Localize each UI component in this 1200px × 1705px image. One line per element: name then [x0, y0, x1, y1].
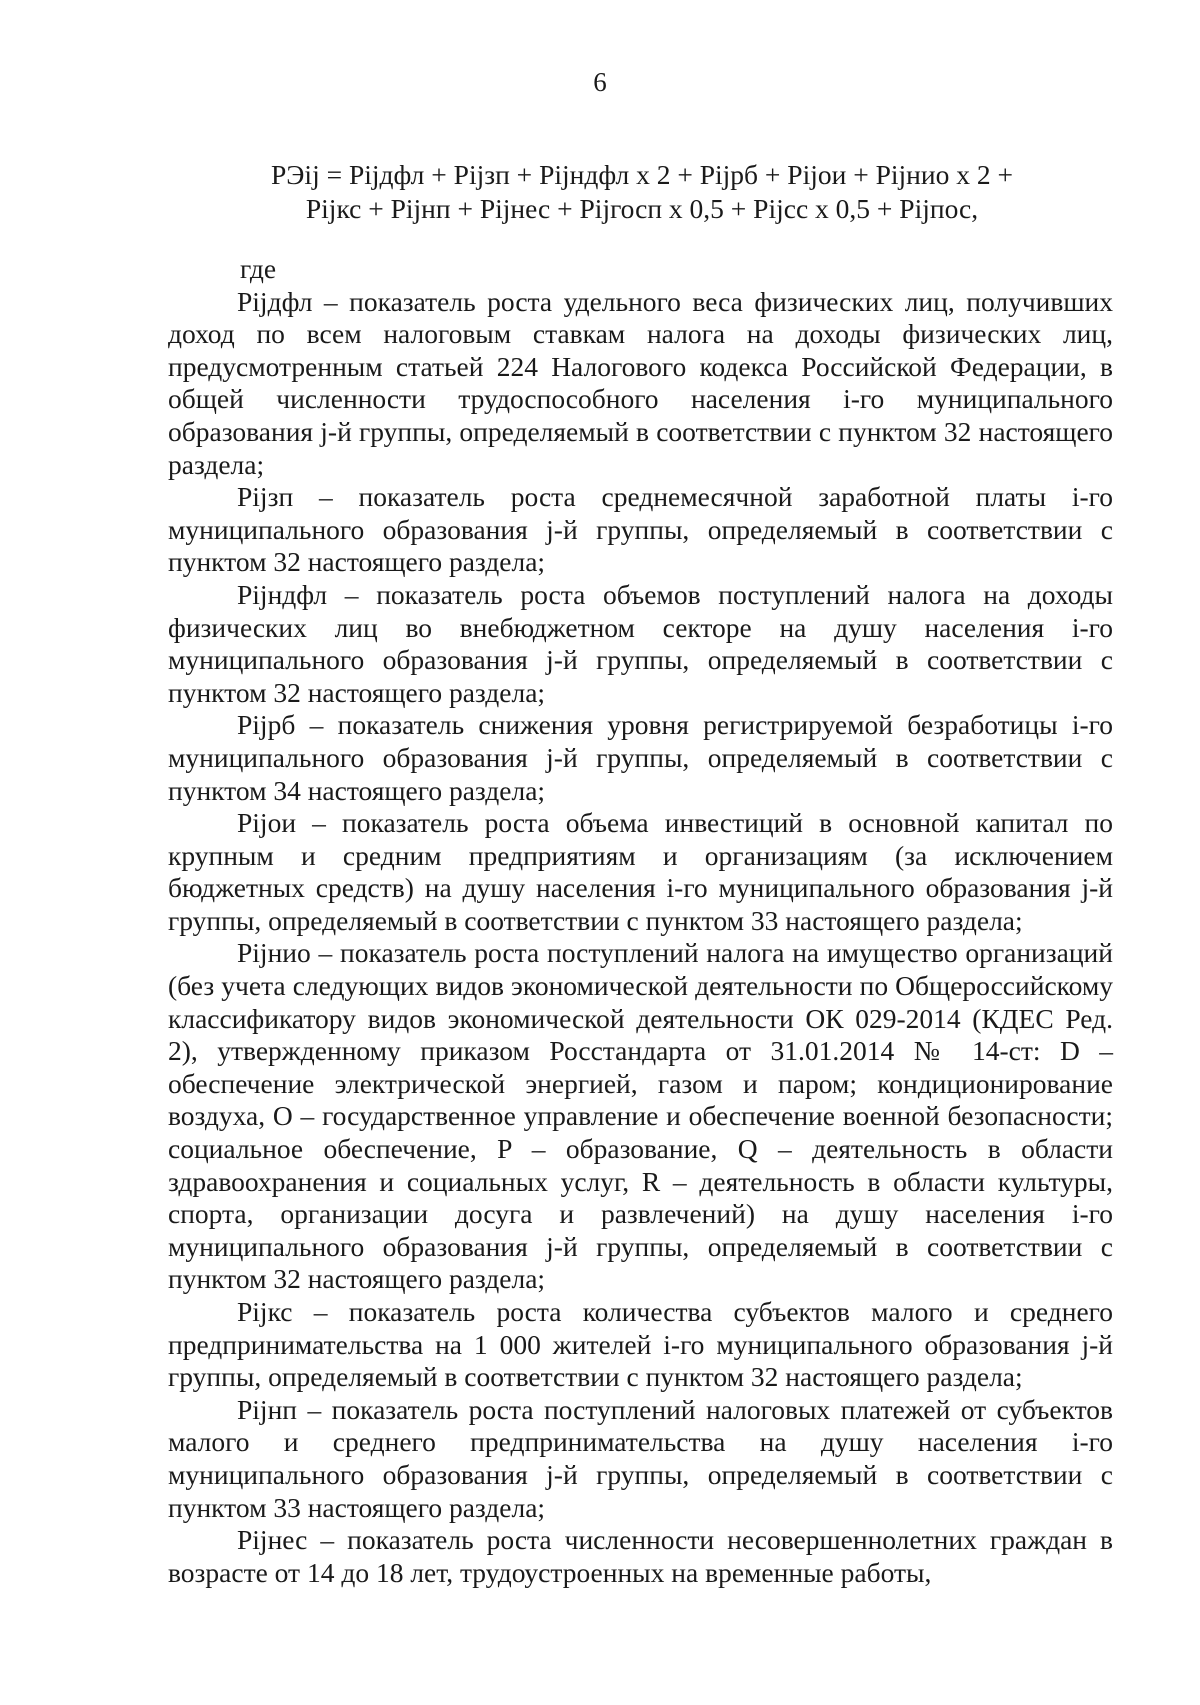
page-number: 6 — [593, 67, 607, 97]
definition-pijoi: Рijои – показатель роста объема инвестиций в основной капитал по крупным и средним предприятиям и организациям (за исключением бюджетных средств) на душу населения i-го муниципального образования j-й группы, определяемый в соответствии с пунктом 33 настоящего раздела; — [168, 807, 1113, 936]
definition-pijndfl: Рijндфл – показатель роста объемов поступлений налога на доходы физических лиц во внебюджетном секторе на душу населения i-го муниципального образования j-й группы, определяемый в соответствии с пунктом 32 настоящего раздела; — [168, 578, 1113, 708]
formula — [150, 158, 1134, 226]
definition-pijks: Рijкс – показатель роста количества субъектов малого и среднего предпринимательства на 1 000 жителей i-го муниципального образования j-й группы, определяемый в соответствии с пунктом 32 настоящего раздела; — [168, 1296, 1113, 1393]
document-body — [168, 253, 1113, 1589]
definition-pijzp: Рijзп – показатель роста среднемесячной заработной платы i-го муниципального образования j-й группы, определяемый в соответствии с пунктом 32 настоящего раздела; — [168, 481, 1113, 578]
definition-pijnio: Рijнио – показатель роста поступлений налога на имущество организаций (без учета следующих видов экономической деятельности по Общероссийскому классификатору видов экономической деятельности ОК 029-2014 (КДЕС Ред. 2), утвержденному приказом Росстандарта от 31.01.2014 № 14-ст: D – обеспечение электрической энергией, газом и паром; кондиционирование воздуха, O – государственное управление и обеспечение военной безопасности; социальное обеспечение, P – образование, Q – деятельность в области здравоохранения и социальных услуг, R – деятельность в области культуры, спорта, организации досуга и развлечений) на душу населения i-го муниципального образования j-й группы, определяемый в соответствии с пунктом 32 настоящего раздела; — [168, 937, 1113, 1295]
definition-pijdfl: Рijдфл – показатель роста удельного веса физических лиц, получивших доход по всем налоговым ставкам налога на доходы физических лиц, предусмотренным статьей 224 Налогового кодекса Российской Федерации, в общей численности трудоспособного населения i-го муниципального образования j-й группы, определяемый в соответствии с пунктом 32 настоящего раздела; — [168, 285, 1113, 480]
where-label: где — [240, 253, 277, 284]
formula-line-2: Рijкс + Рijнп + Рijнес + Рijгосп х 0,5 + Рijсс х 0,5 + Рijпос, — [305, 193, 979, 224]
definition-pijnp: Рijнп – показатель роста поступлений налоговых платежей от субъектов малого и среднего предпринимательства на душу населения i-го муниципального образования j-й группы, определяемый в соответствии с пунктом 33 настоящего раздела; — [168, 1393, 1113, 1523]
formula-line-1: РЭij = Рijдфл + Рijзп + Рijндфл х 2 + Рijрб + Рijои + Рijнио х 2 + — [270, 159, 1013, 190]
definition-pijnes: Рijнес – показатель роста численности несовершеннолетних граждан в возрасте от 14 до 18 лет, трудоустроенных на временные работы, — [168, 1524, 1113, 1588]
definition-pijrb: Рijрб – показатель снижения уровня регистрируемой безработицы i-го муниципального образования j-й группы, определяемый в соответствии с пунктом 34 настоящего раздела; — [168, 709, 1113, 806]
